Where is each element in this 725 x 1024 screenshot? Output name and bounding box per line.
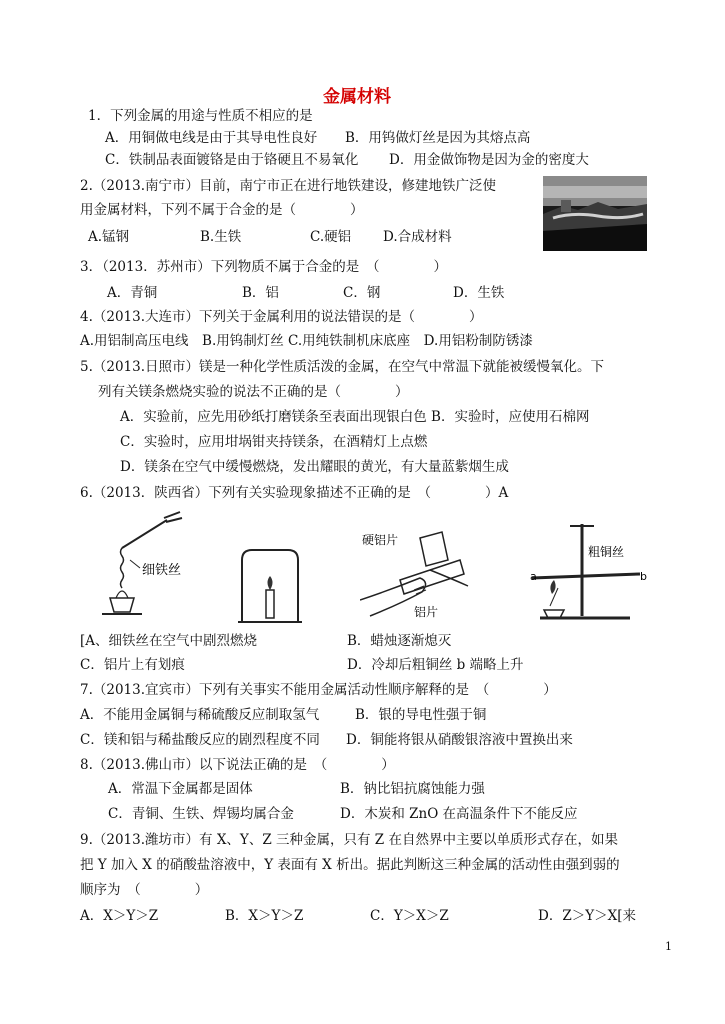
- q9-stem-line2: 把 Y 加入 X 的硝酸盐溶液中，Y 表面有 X 析出。据此判断这三种金属的活动性由强到弱的: [80, 857, 620, 873]
- q5-stem-line1: 5.（2013.日照市）镁是一种化学性质活泼的金属，在空气中常温下就能被缓慢氧化。下: [80, 359, 605, 375]
- aluminum-scratch-figure: [360, 530, 470, 623]
- q7-option-d: D．铜能将银从硝酸银溶液中置换出来: [346, 732, 573, 748]
- q6-stem: 6.（2013．陕西省）下列有关实验现象描述不正确的是 （ ）A: [80, 485, 509, 501]
- q1-option-b: B．用钨做灯丝是因为其熔点高: [345, 130, 531, 146]
- q9-option-c: C．Y＞X＞Z: [370, 908, 449, 924]
- q2-option-d: D.合成材料: [383, 229, 452, 245]
- label-iron-wire: 细铁丝: [142, 563, 182, 578]
- q2-option-b: B.生铁: [200, 229, 242, 245]
- q9-option-b: B．X＞Y＞Z: [225, 908, 304, 924]
- metro-construction-photo: [543, 176, 647, 251]
- q3-option-d: D．生铁: [453, 285, 505, 301]
- q2-stem-line2: 用金属材料，下列不属于合金的是（ ）: [80, 202, 364, 218]
- q6-option-c: C．铝片上有划痕: [80, 657, 185, 673]
- label-a: a: [530, 570, 537, 583]
- q5-option-d: D．镁条在空气中缓慢燃烧，发出耀眼的黄光，有大量蓝紫烟生成: [120, 459, 509, 475]
- q8-option-d: D．木炭和 ZnO 在高温条件下不能反应: [340, 806, 578, 822]
- candle-jar-figure: [238, 548, 302, 623]
- q5-option-ab: A．实验前，应先用砂纸打磨镁条至表面出现银白色 B．实验时，应使用石棉网: [120, 409, 590, 425]
- label-aluminum: 铝片: [414, 605, 439, 619]
- q6-option-b: B．蜡烛逐渐熄灭: [347, 633, 452, 649]
- q7-option-a: A．不能用金属铜与稀硫酸反应制取氢气: [80, 707, 320, 723]
- q2-option-a: A.锰钢: [88, 229, 130, 245]
- q3-option-a: A．青铜: [107, 285, 158, 301]
- q9-option-d: D．Z＞Y＞X[来: [538, 908, 636, 924]
- q8-stem: 8.（2013.佛山市）以下说法正确的是 （ ）: [80, 757, 395, 773]
- q1-option-c: C．铁制品表面镀铬是由于铬硬且不易氧化: [105, 152, 359, 168]
- q6-option-a: [A、细铁丝在空气中剧烈燃烧: [80, 633, 258, 649]
- q8-option-b: B．钠比铝抗腐蚀能力强: [340, 781, 485, 797]
- q6-option-d: D．冷却后粗铜丝 b 端略上升: [347, 657, 524, 673]
- q4-stem: 4.（2013.大连市）下列关于金属利用的说法错误的是（ ）: [80, 309, 483, 325]
- q3-stem: 3．（2013．苏州市）下列物质不属于合金的是 （ ）: [80, 259, 447, 275]
- q9-stem-line1: 9.（2013.潍坊市）有 X、Y、Z 三种金属，只有 Z 在自然界中主要以单质形式存在，如果: [80, 832, 618, 848]
- q3-option-b: B．铝: [242, 285, 279, 301]
- q1-stem: 1．下列金属的用途与性质不相应的是: [88, 108, 313, 124]
- page-title: 金属材料: [323, 87, 391, 107]
- q5-option-c: C．实验时，应用坩埚钳夹持镁条，在酒精灯上点燃: [120, 434, 428, 450]
- q2-option-c: C.硬铝: [310, 229, 352, 245]
- q7-stem: 7.（2013.宜宾市）下列有关事实不能用金属活动性顺序解释的是 （ ）: [80, 682, 557, 698]
- q8-option-a: A．常温下金属都是固体: [108, 781, 253, 797]
- q9-stem-line3: 顺序为 （ ）: [80, 882, 209, 898]
- page-number: 1: [665, 940, 672, 953]
- q3-option-c: C．钢: [343, 285, 381, 301]
- label-thick-copper: 粗铜丝: [588, 545, 625, 559]
- label-b: b: [640, 570, 647, 583]
- copper-wire-lever-figure: [530, 518, 650, 625]
- q7-option-b: B．银的导电性强于铜: [355, 707, 487, 723]
- q9-option-a: A．X＞Y＞Z: [80, 908, 159, 924]
- q4-options: A.用铝制高压电线 B.用钨制灯丝 C.用纯铁制机床底座 D.用铝粉制防锈漆: [80, 333, 533, 349]
- label-hard-aluminum: 硬铝片: [362, 533, 399, 547]
- q2-stem-line1: 2.（2013.南宁市）目前，南宁市正在进行地铁建设，修建地铁广泛使: [80, 178, 497, 194]
- q1-option-d: D．用金做饰物是因为金的密度大: [389, 152, 589, 168]
- q8-option-c: C．青铜、生铁、焊锡均属合金: [108, 806, 294, 822]
- q7-option-c: C．镁和铝与稀盐酸反应的剧烈程度不同: [80, 732, 320, 748]
- q5-stem-line2: 列有关镁条燃烧实验的说法不正确的是（ ）: [98, 384, 409, 400]
- q1-option-a: A．用铜做电线是由于其导电性良好: [105, 130, 318, 146]
- iron-wire-burning-figure: [92, 508, 212, 623]
